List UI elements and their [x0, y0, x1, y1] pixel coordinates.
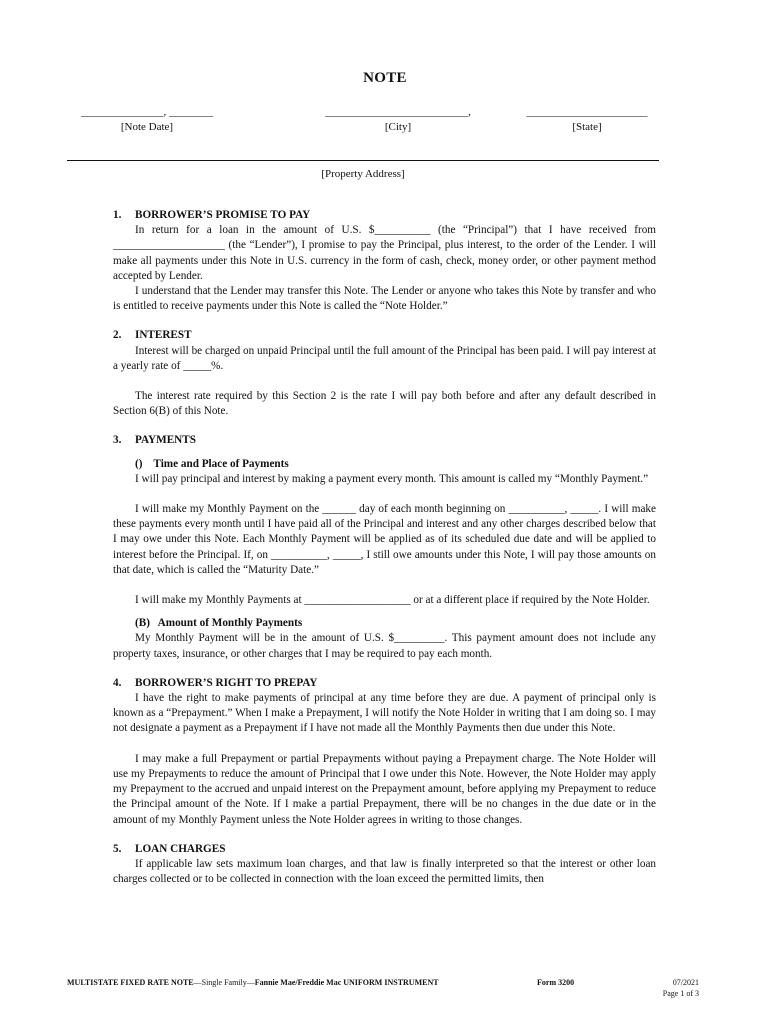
- section-4-title: BORROWER’S RIGHT TO PREPAY: [135, 676, 318, 689]
- property-address-label: [Property Address]: [321, 168, 405, 180]
- section-5-paragraph-1: If applicable law sets maximum loan charges, and that law is finally interpreted so that the interest or other loan charges collected or to be collected in connection with the loan exceed the permitted limits, then: [113, 857, 656, 886]
- section-4-paragraph-2: I may make a full Prepayment or partial Prepayments without paying a Prepayment charge. The Note Holder will use my Prepayments to reduce the amount of Principal that I owe under this Note. However, the Note Holder may apply my Prepayment to the accrued and unpaid interest on the Prepayment amount, before applying my Prepayment to reduce the Principal amount of the Note. If I make a partial Prepayment, there will be no changes in the due date or in the amount of my Monthly Payment unless the Note Holder agrees in writing to those changes.: [113, 752, 656, 826]
- state-field: [512, 106, 662, 134]
- form-number: Form 3200: [537, 978, 575, 987]
- note-date-field: [67, 106, 227, 134]
- document-title: NOTE: [363, 70, 407, 86]
- section-1-title: BORROWER’S PROMISE TO PAY: [135, 209, 311, 221]
- instrument-name: [67, 977, 439, 988]
- property-address-field: [67, 152, 659, 181]
- section-2-paragraph-1: Interest will be charged on unpaid Principal until the full amount of the Principal has been paid. I will pay interest at a yearly rate of _____%.: [113, 344, 656, 372]
- section-3-heading: [113, 433, 656, 448]
- property-address-line: [67, 152, 659, 161]
- section-1-heading: [113, 208, 656, 223]
- section-3-paragraph-4: My Monthly Payment will be in the amount of U.S. $_________. This payment amount does not include any property taxes, insurance, or other charges that I may be required to pay each month.: [113, 632, 656, 660]
- form-date: 07/2021: [672, 978, 699, 987]
- section-3-paragraph-2: I will make my Monthly Payment on the ______ day of each month beginning on __________, _____. I will make these payments every month until I have paid all of the Principal and interest and any other charges described below that I may owe under this Note. Each Monthly Payment will be applied as of its scheduled due date and will be applied to interest before the Principal. If, on __________, _____, I still owe amounts under this Note, I will pay those amounts on that date, which is called the “Maturity Date.”: [113, 503, 656, 576]
- header-fields: [0, 106, 770, 146]
- section-3-number: 3.: [113, 434, 122, 447]
- section-4-number: 4.: [113, 676, 122, 689]
- note-body: [113, 208, 656, 887]
- city-blank: __________________________,: [325, 106, 471, 118]
- section-3-paragraph-1: I will pay principal and interest by making a payment every month. This amount is called my “Monthly Payment.”: [135, 472, 649, 485]
- footer-right: [663, 977, 699, 999]
- state-label: [State]: [572, 121, 602, 133]
- instrument-name-part-1: MULTISTATE FIXED RATE NOTE: [67, 978, 194, 987]
- page-number: Page 1 of 3: [662, 989, 699, 998]
- city-field: [298, 106, 498, 134]
- section-5-number: 5.: [113, 842, 122, 855]
- section-1-paragraph-1: In return for a loan in the amount of U.S. $__________ (the “Principal”) that I have received from ____________________ (the “Lender”), I promise to pay the Principal, plus interest, to the order of the Lender. I will make all payments under this Note in U.S. currency in the form of cash, check, money order, or other payment method accepted by Lender.: [113, 224, 656, 282]
- instrument-name-part-3: Fannie Mae/Freddie Mac UNIFORM INSTRUMENT: [254, 978, 439, 987]
- section-3-title: PAYMENTS: [135, 434, 196, 447]
- section-1-paragraph-2: I understand that the Lender may transfer this Note. The Lender or anyone who takes this Note by transfer and who is entitled to receive payments under this Note is called the “Note Holder.”: [113, 285, 656, 313]
- city-label: [City]: [384, 121, 412, 133]
- section-3b-heading: (B) Amount of Monthly Payments: [135, 617, 303, 630]
- note-date-blank: _______________, ________: [81, 106, 213, 118]
- section-4-heading: [113, 676, 656, 691]
- section-5-heading: [113, 842, 656, 857]
- section-3a-heading: () Time and Place of Payments: [135, 457, 289, 470]
- section-1-number: 1.: [113, 209, 122, 221]
- section-2-number: 2.: [113, 329, 122, 342]
- note-date-label: [Note Date]: [120, 121, 174, 133]
- section-2-title: INTEREST: [135, 329, 192, 342]
- section-2-paragraph-2: The interest rate required by this Section 2 is the rate I will pay both before and after any default described in Section 6(B) of this Note.: [113, 390, 656, 418]
- page-footer: [67, 975, 699, 1001]
- section-3-paragraph-3: I will make my Monthly Payments at ___________________ or at a different place if required by the Note Holder.: [135, 594, 650, 607]
- section-5-title: LOAN CHARGES: [135, 842, 226, 855]
- section-2-heading: [113, 328, 656, 343]
- instrument-name-part-2: —Single Family—: [193, 978, 255, 987]
- section-4-paragraph-1: I have the right to make payments of principal at any time before they are due. A payment of principal only is known as a “Prepayment.” When I make a Prepayment, I will notify the Note Holder in writing that I am doing so. I may not designate a payment as a Prepayment if I have not made all the Monthly Payments then due under this Note.: [113, 692, 656, 735]
- state-blank: ______________________: [526, 106, 648, 118]
